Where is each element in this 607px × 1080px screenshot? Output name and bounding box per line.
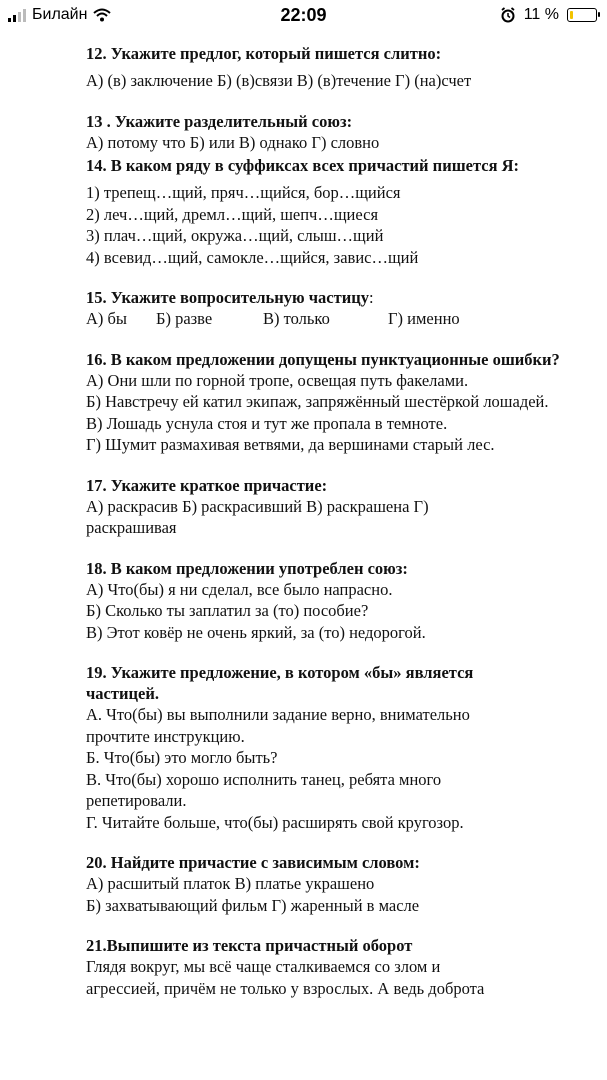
question-title-colon: :: [369, 288, 374, 307]
carrier-name: Билайн: [32, 6, 88, 23]
question-title: 21.Выпишите из текста причастный оборот: [86, 936, 413, 955]
option-b: Б) разве: [156, 309, 213, 328]
question-title: 13 . Укажите разделительный союз:: [86, 111, 353, 131]
answer-line: Глядя вокруг, мы всё чаще сталкиваемся со злом и: [86, 957, 441, 976]
answer-line: А) раскрасив Б) раскрасивший В) раскрашена Г) раскрашивая: [86, 496, 429, 537]
question-title: 16. В каком предложении допущены пунктуационные ошибки?: [86, 349, 560, 369]
status-right: [500, 6, 597, 24]
answer-line: В) Лошадь уснула стоя и тут же пропала в темноте.: [86, 413, 448, 433]
option-a: А) бы: [86, 309, 128, 328]
question-title: 20. Найдите причастие с зависимым словом:: [86, 853, 420, 872]
question-title: [86, 287, 601, 308]
question-14: [86, 155, 601, 268]
question-18: [86, 558, 601, 644]
question-title: 19. Укажите предложение, в котором «бы» является частицей.: [86, 663, 474, 703]
answer-line: Б) Навстречу ей катил экипаж, запряжённый шестёркой лошадей.: [86, 392, 549, 411]
question-13: [86, 111, 601, 154]
answer-line: 1) трепещ…щий, пряч…щийся, бор…щийся: [86, 183, 401, 202]
answer-line: 2) леч…щий, дремл…щий, шепч…щиеся: [86, 204, 379, 224]
answer-line: 3) плач…щий, окружа…щий, слыш…щий: [86, 226, 384, 245]
question-title: 17. Укажите краткое причастие:: [86, 475, 328, 495]
question-title-text: 15. Укажите вопросительную частицу: [86, 288, 369, 307]
document-page: [86, 43, 601, 999]
answer-line: А) расшитый платок В) платье украшено: [86, 874, 375, 893]
question-19: [86, 662, 601, 833]
question-15: [86, 287, 601, 330]
question-17: [86, 475, 601, 539]
answer-line: А) Что(бы) я ни сделал, все было напрасно.: [86, 579, 393, 599]
status-bar: [0, 0, 607, 34]
question-title: 14. В каком ряду в суффиксах всех причастий пишется Я:: [86, 156, 520, 175]
answer-line: А) (в) заключение Б) (в)связи В) (в)течение Г) (на)счет: [86, 71, 472, 90]
answer-line: Б. Что(бы) это могло быть?: [86, 748, 278, 767]
option-d: Г) именно: [388, 309, 460, 328]
battery-percent: 11 %: [523, 6, 559, 23]
question-title: 12. Укажите предлог, который пишется слитно:: [86, 44, 442, 63]
answer-line: А) Они шли по горной тропе, освещая путь факелами.: [86, 370, 469, 390]
question-20: [86, 852, 601, 916]
question-title: 18. В каком предложении употреблен союз:: [86, 558, 408, 578]
question-16: [86, 349, 601, 456]
answer-line: агрессией, причём не только у взрослых. А ведь доброта: [86, 978, 485, 998]
answer-line: А. Что(бы) вы выполнили задание верно, внимательно прочтите инструкцию.: [86, 705, 470, 746]
answer-line: В. Что(бы) хорошо исполнить танец, ребята много репетировали.: [86, 769, 442, 810]
answer-options: [86, 308, 601, 330]
answer-line: Г) Шумит размахивая ветвями, да вершинами старый лес.: [86, 435, 495, 454]
question-21: [86, 935, 601, 999]
answer-line: 4) всевид…щий, самокле…щийся, завис…щий: [86, 247, 419, 267]
answer-line: Б) захватывающий фильм Г) жаренный в масле: [86, 895, 420, 915]
answer-line: Б) Сколько ты заплатил за (то) пособие?: [86, 601, 369, 620]
option-c: В) только: [263, 309, 330, 328]
answer-line: А) потому что Б) или В) однако Г) словно: [86, 132, 380, 152]
question-12: [86, 43, 601, 92]
answer-line: Г. Читайте больше, что(бы) расширять свой кругозор.: [86, 812, 464, 832]
answer-line: В) Этот ковёр не очень яркий, за (то) недорогой.: [86, 622, 426, 642]
clock: 22:09: [280, 5, 327, 25]
alarm-icon: [500, 7, 516, 23]
battery-icon: [567, 8, 597, 22]
